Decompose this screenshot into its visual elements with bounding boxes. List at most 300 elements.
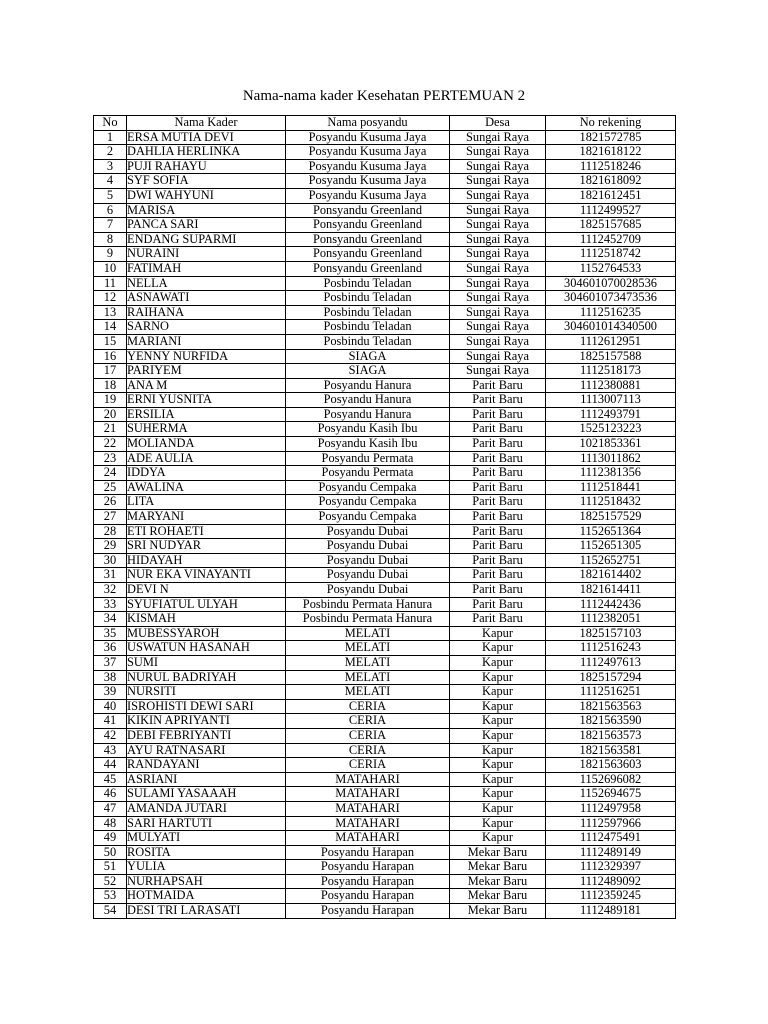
cell-no: 28 <box>94 524 127 539</box>
cell-desa: Parit Baru <box>450 553 546 568</box>
cell-nama-kader: MULYATI <box>127 831 286 846</box>
cell-nama-kader: PANCA SARI <box>127 218 286 233</box>
cell-nama-posyandu: CERIA <box>286 728 450 743</box>
cell-nama-kader: KISMAH <box>127 612 286 627</box>
cell-no: 31 <box>94 568 127 583</box>
cell-nama-kader: DEVI N <box>127 583 286 598</box>
cell-nama-kader: HIDAYAH <box>127 553 286 568</box>
table-row <box>94 437 676 452</box>
table-row <box>94 612 676 627</box>
cell-no: 10 <box>94 261 127 276</box>
cell-desa: Parit Baru <box>450 422 546 437</box>
cell-no: 44 <box>94 758 127 773</box>
cell-no-rekening: 1112489181 <box>546 904 676 919</box>
cell-no-rekening: 1821563573 <box>546 728 676 743</box>
cell-nama-posyandu: Posyandu Kusuma Jaya <box>286 145 450 160</box>
cell-nama-posyandu: MATAHARI <box>286 816 450 831</box>
cell-nama-posyandu: CERIA <box>286 743 450 758</box>
cell-nama-posyandu: Ponsyandu Greenland <box>286 247 450 262</box>
cell-no: 15 <box>94 334 127 349</box>
table-row <box>94 874 676 889</box>
cell-nama-posyandu: Posbindu Teladan <box>286 305 450 320</box>
cell-nama-kader: NUR EKA VINAYANTI <box>127 568 286 583</box>
cell-desa: Mekar Baru <box>450 845 546 860</box>
cell-no: 21 <box>94 422 127 437</box>
cell-nama-kader: USWATUN HASANAH <box>127 641 286 656</box>
cell-no-rekening: 1825157685 <box>546 218 676 233</box>
table-row <box>94 422 676 437</box>
cell-nama-kader: AMANDA JUTARI <box>127 801 286 816</box>
cell-no-rekening: 1112489092 <box>546 874 676 889</box>
cell-nama-posyandu: Posyandu Kasih Ibu <box>286 437 450 452</box>
cell-no: 36 <box>94 641 127 656</box>
table-row <box>94 524 676 539</box>
kader-table <box>93 115 676 919</box>
cell-nama-kader: ASRIANI <box>127 772 286 787</box>
cell-nama-kader: LITA <box>127 495 286 510</box>
cell-no-rekening: 1152696082 <box>546 772 676 787</box>
cell-no: 42 <box>94 728 127 743</box>
table-row <box>94 159 676 174</box>
cell-desa: Kapur <box>450 655 546 670</box>
cell-nama-kader: SUHERMA <box>127 422 286 437</box>
table-row <box>94 451 676 466</box>
cell-desa: Parit Baru <box>450 568 546 583</box>
cell-desa: Sungai Raya <box>450 247 546 262</box>
cell-no-rekening: 1112442436 <box>546 597 676 612</box>
table-row <box>94 583 676 598</box>
cell-desa: Sungai Raya <box>450 218 546 233</box>
cell-no-rekening: 1112380881 <box>546 378 676 393</box>
cell-no-rekening: 1112516235 <box>546 305 676 320</box>
cell-nama-kader: MOLIANDA <box>127 437 286 452</box>
cell-nama-posyandu: Posyandu Kusuma Jaya <box>286 174 450 189</box>
cell-desa: Parit Baru <box>450 407 546 422</box>
cell-no-rekening: 1821563563 <box>546 699 676 714</box>
cell-nama-posyandu: Posbindu Teladan <box>286 291 450 306</box>
cell-no-rekening: 1112518432 <box>546 495 676 510</box>
cell-no-rekening: 1152764533 <box>546 261 676 276</box>
cell-nama-kader: KIKIN APRIYANTI <box>127 714 286 729</box>
cell-no: 54 <box>94 904 127 919</box>
cell-nama-posyandu: Posbindu Permata Hanura <box>286 612 450 627</box>
table-row <box>94 743 676 758</box>
table-row <box>94 466 676 481</box>
cell-no: 51 <box>94 860 127 875</box>
cell-no: 24 <box>94 466 127 481</box>
table-row <box>94 203 676 218</box>
cell-desa: Parit Baru <box>450 437 546 452</box>
cell-no-rekening: 1112516243 <box>546 641 676 656</box>
cell-nama-posyandu: Posyandu Kusuma Jaya <box>286 130 450 145</box>
header-no-rekening: No rekening <box>546 116 676 131</box>
cell-nama-kader: ERNI YUSNITA <box>127 393 286 408</box>
cell-nama-kader: NURHAPSAH <box>127 874 286 889</box>
cell-no-rekening: 1525123223 <box>546 422 676 437</box>
cell-desa: Sungai Raya <box>450 334 546 349</box>
cell-no-rekening: 1821563603 <box>546 758 676 773</box>
cell-no: 27 <box>94 510 127 525</box>
cell-no-rekening: 1112518173 <box>546 364 676 379</box>
cell-nama-kader: YENNY NURFIDA <box>127 349 286 364</box>
cell-nama-posyandu: MATAHARI <box>286 787 450 802</box>
cell-nama-kader: RAIHANA <box>127 305 286 320</box>
cell-no-rekening: 1113007113 <box>546 393 676 408</box>
table-row <box>94 539 676 554</box>
cell-no-rekening: 1112518246 <box>546 159 676 174</box>
cell-desa: Mekar Baru <box>450 860 546 875</box>
cell-no: 53 <box>94 889 127 904</box>
cell-desa: Sungai Raya <box>450 188 546 203</box>
cell-desa: Kapur <box>450 641 546 656</box>
cell-no: 4 <box>94 174 127 189</box>
cell-nama-posyandu: Posyandu Kusuma Jaya <box>286 188 450 203</box>
table-row <box>94 714 676 729</box>
cell-nama-kader: SULAMI YASAAAH <box>127 787 286 802</box>
cell-nama-posyandu: CERIA <box>286 699 450 714</box>
table-row <box>94 320 676 335</box>
cell-no: 46 <box>94 787 127 802</box>
cell-desa: Sungai Raya <box>450 203 546 218</box>
table-row <box>94 831 676 846</box>
cell-nama-kader: SYUFIATUL ULYAH <box>127 597 286 612</box>
cell-no-rekening: 1112518742 <box>546 247 676 262</box>
cell-no-rekening: 1825157294 <box>546 670 676 685</box>
cell-no: 32 <box>94 583 127 598</box>
cell-no: 18 <box>94 378 127 393</box>
table-row <box>94 495 676 510</box>
cell-nama-kader: ERSA MUTIA DEVI <box>127 130 286 145</box>
cell-nama-posyandu: Posyandu Harapan <box>286 889 450 904</box>
cell-no-rekening: 1112489149 <box>546 845 676 860</box>
table-row <box>94 889 676 904</box>
document-title: Nama-nama kader Kesehatan PERTEMUAN 2 <box>242 88 526 104</box>
cell-nama-kader: FATIMAH <box>127 261 286 276</box>
cell-nama-posyandu: Posyandu Dubai <box>286 568 450 583</box>
cell-nama-posyandu: Posyandu Harapan <box>286 874 450 889</box>
cell-nama-posyandu: Posyandu Harapan <box>286 904 450 919</box>
cell-no-rekening: 1112597966 <box>546 816 676 831</box>
table-row <box>94 247 676 262</box>
table-row <box>94 860 676 875</box>
cell-nama-kader: MUBESSYAROH <box>127 626 286 641</box>
cell-nama-posyandu: MATAHARI <box>286 772 450 787</box>
cell-no: 35 <box>94 626 127 641</box>
table-row <box>94 174 676 189</box>
table-header-row <box>94 116 676 131</box>
table-row <box>94 904 676 919</box>
cell-no: 19 <box>94 393 127 408</box>
cell-nama-posyandu: Posyandu Harapan <box>286 845 450 860</box>
cell-no: 26 <box>94 495 127 510</box>
cell-no: 1 <box>94 130 127 145</box>
cell-nama-posyandu: Ponsyandu Greenland <box>286 232 450 247</box>
cell-no-rekening: 1112612951 <box>546 334 676 349</box>
cell-desa: Mekar Baru <box>450 889 546 904</box>
cell-nama-kader: ISROHISTI DEWI SARI <box>127 699 286 714</box>
cell-desa: Sungai Raya <box>450 174 546 189</box>
table-row <box>94 261 676 276</box>
cell-desa: Kapur <box>450 787 546 802</box>
table-row <box>94 685 676 700</box>
cell-nama-kader: DEBI FEBRIYANTI <box>127 728 286 743</box>
cell-nama-posyandu: MELATI <box>286 670 450 685</box>
table-row <box>94 188 676 203</box>
cell-desa: Parit Baru <box>450 480 546 495</box>
cell-nama-posyandu: Ponsyandu Greenland <box>286 203 450 218</box>
cell-no: 25 <box>94 480 127 495</box>
cell-nama-kader: AYU RATNASARI <box>127 743 286 758</box>
cell-no: 41 <box>94 714 127 729</box>
cell-no: 33 <box>94 597 127 612</box>
table-row <box>94 232 676 247</box>
cell-no: 13 <box>94 305 127 320</box>
table-row <box>94 801 676 816</box>
cell-no: 38 <box>94 670 127 685</box>
cell-nama-posyandu: MATAHARI <box>286 831 450 846</box>
cell-no: 49 <box>94 831 127 846</box>
cell-nama-posyandu: Ponsyandu Greenland <box>286 261 450 276</box>
cell-no: 9 <box>94 247 127 262</box>
cell-nama-posyandu: Posyandu Kasih Ibu <box>286 422 450 437</box>
cell-no-rekening: 1112497958 <box>546 801 676 816</box>
cell-no: 2 <box>94 145 127 160</box>
table-row <box>94 699 676 714</box>
cell-nama-posyandu: Posyandu Dubai <box>286 553 450 568</box>
cell-no-rekening: 1113011862 <box>546 451 676 466</box>
cell-no: 6 <box>94 203 127 218</box>
cell-nama-kader: DAHLIA HERLINKA <box>127 145 286 160</box>
cell-no-rekening: 1825157588 <box>546 349 676 364</box>
cell-no-rekening: 1821563590 <box>546 714 676 729</box>
cell-nama-kader: SARI HARTUTI <box>127 816 286 831</box>
cell-desa: Sungai Raya <box>450 291 546 306</box>
table-row <box>94 349 676 364</box>
cell-nama-posyandu: SIAGA <box>286 349 450 364</box>
cell-desa: Kapur <box>450 816 546 831</box>
cell-no-rekening: 1112493791 <box>546 407 676 422</box>
cell-desa: Sungai Raya <box>450 349 546 364</box>
table-row <box>94 597 676 612</box>
cell-no: 50 <box>94 845 127 860</box>
cell-nama-kader: ETI ROHAETI <box>127 524 286 539</box>
cell-nama-posyandu: MELATI <box>286 626 450 641</box>
cell-nama-kader: DWI WAHYUNI <box>127 188 286 203</box>
table-row <box>94 670 676 685</box>
cell-nama-kader: ANA M <box>127 378 286 393</box>
cell-nama-kader: NELLA <box>127 276 286 291</box>
cell-no: 8 <box>94 232 127 247</box>
cell-nama-posyandu: Posyandu Dubai <box>286 539 450 554</box>
table-row <box>94 758 676 773</box>
cell-nama-posyandu: MELATI <box>286 655 450 670</box>
cell-desa: Kapur <box>450 626 546 641</box>
cell-desa: Sungai Raya <box>450 159 546 174</box>
cell-desa: Sungai Raya <box>450 232 546 247</box>
cell-nama-kader: IDDYA <box>127 466 286 481</box>
cell-no-rekening: 1112518441 <box>546 480 676 495</box>
cell-desa: Kapur <box>450 728 546 743</box>
cell-desa: Kapur <box>450 772 546 787</box>
cell-desa: Sungai Raya <box>450 130 546 145</box>
cell-desa: Parit Baru <box>450 466 546 481</box>
table-row <box>94 291 676 306</box>
header-no: No <box>94 116 127 131</box>
table-row <box>94 568 676 583</box>
cell-no: 40 <box>94 699 127 714</box>
cell-desa: Kapur <box>450 831 546 846</box>
cell-nama-kader: AWALINA <box>127 480 286 495</box>
cell-desa: Sungai Raya <box>450 320 546 335</box>
cell-desa: Sungai Raya <box>450 276 546 291</box>
table-row <box>94 334 676 349</box>
table-row <box>94 276 676 291</box>
cell-no: 52 <box>94 874 127 889</box>
cell-nama-posyandu: CERIA <box>286 714 450 729</box>
cell-no: 37 <box>94 655 127 670</box>
cell-desa: Mekar Baru <box>450 904 546 919</box>
cell-no: 17 <box>94 364 127 379</box>
table-row <box>94 553 676 568</box>
cell-no: 11 <box>94 276 127 291</box>
cell-desa: Kapur <box>450 743 546 758</box>
cell-no: 20 <box>94 407 127 422</box>
cell-desa: Parit Baru <box>450 451 546 466</box>
cell-nama-kader: SARNO <box>127 320 286 335</box>
table-row <box>94 787 676 802</box>
header-nama-kader: Nama Kader <box>127 116 286 131</box>
cell-nama-kader: ENDANG SUPARMI <box>127 232 286 247</box>
table-row <box>94 407 676 422</box>
cell-no-rekening: 304601070028536 <box>546 276 676 291</box>
cell-no-rekening: 1021853361 <box>546 437 676 452</box>
cell-no-rekening: 1112382051 <box>546 612 676 627</box>
cell-no-rekening: 1112497613 <box>546 655 676 670</box>
cell-nama-posyandu: SIAGA <box>286 364 450 379</box>
cell-desa: Parit Baru <box>450 393 546 408</box>
table-row <box>94 816 676 831</box>
table-body <box>94 130 676 918</box>
cell-no-rekening: 304601014340500 <box>546 320 676 335</box>
cell-desa: Parit Baru <box>450 495 546 510</box>
header-nama-posyandu: Nama posyandu <box>286 116 450 131</box>
cell-nama-kader: SRI NUDYAR <box>127 539 286 554</box>
cell-nama-kader: DESI TRI LARASATI <box>127 904 286 919</box>
cell-no: 47 <box>94 801 127 816</box>
table-row <box>94 145 676 160</box>
cell-nama-posyandu: Posyandu Dubai <box>286 524 450 539</box>
cell-nama-kader: PARIYEM <box>127 364 286 379</box>
cell-no: 34 <box>94 612 127 627</box>
table-row <box>94 218 676 233</box>
cell-desa: Parit Baru <box>450 539 546 554</box>
cell-no-rekening: 1112452709 <box>546 232 676 247</box>
cell-no-rekening: 1152694675 <box>546 787 676 802</box>
cell-no-rekening: 1112475491 <box>546 831 676 846</box>
cell-no-rekening: 1821612451 <box>546 188 676 203</box>
cell-nama-kader: PUJI RAHAYU <box>127 159 286 174</box>
table-row <box>94 845 676 860</box>
table-row <box>94 655 676 670</box>
cell-nama-posyandu: Posyandu Hanura <box>286 393 450 408</box>
cell-nama-posyandu: Posbindu Teladan <box>286 320 450 335</box>
cell-no-rekening: 1821618122 <box>546 145 676 160</box>
cell-desa: Kapur <box>450 685 546 700</box>
cell-nama-posyandu: Posyandu Hanura <box>286 378 450 393</box>
table-row <box>94 130 676 145</box>
cell-nama-kader: HOTMAIDA <box>127 889 286 904</box>
cell-no: 5 <box>94 188 127 203</box>
cell-no-rekening: 1112329397 <box>546 860 676 875</box>
cell-nama-posyandu: Posyandu Kusuma Jaya <box>286 159 450 174</box>
cell-nama-posyandu: Posyandu Hanura <box>286 407 450 422</box>
cell-no: 48 <box>94 816 127 831</box>
table-row <box>94 728 676 743</box>
cell-no-rekening: 1152651364 <box>546 524 676 539</box>
cell-nama-kader: ERSILIA <box>127 407 286 422</box>
table-row <box>94 641 676 656</box>
cell-no-rekening: 1821618092 <box>546 174 676 189</box>
cell-nama-kader: NURSITI <box>127 685 286 700</box>
table-row <box>94 510 676 525</box>
cell-desa: Kapur <box>450 801 546 816</box>
cell-nama-kader: ASNAWATI <box>127 291 286 306</box>
cell-nama-posyandu: CERIA <box>286 758 450 773</box>
cell-desa: Parit Baru <box>450 510 546 525</box>
cell-desa: Mekar Baru <box>450 874 546 889</box>
cell-nama-posyandu: Posyandu Cempaka <box>286 510 450 525</box>
cell-desa: Sungai Raya <box>450 145 546 160</box>
cell-no-rekening: 1821572785 <box>546 130 676 145</box>
cell-no-rekening: 1152652751 <box>546 553 676 568</box>
cell-nama-kader: ADE AULIA <box>127 451 286 466</box>
cell-no-rekening: 1112499527 <box>546 203 676 218</box>
cell-nama-kader: MARYANI <box>127 510 286 525</box>
table-row <box>94 378 676 393</box>
cell-no: 12 <box>94 291 127 306</box>
cell-desa: Parit Baru <box>450 612 546 627</box>
cell-nama-kader: YULIA <box>127 860 286 875</box>
cell-no: 3 <box>94 159 127 174</box>
cell-no: 29 <box>94 539 127 554</box>
table-row <box>94 393 676 408</box>
cell-no: 45 <box>94 772 127 787</box>
cell-desa: Parit Baru <box>450 597 546 612</box>
cell-no-rekening: 304601073473536 <box>546 291 676 306</box>
cell-nama-posyandu: Posbindu Teladan <box>286 276 450 291</box>
cell-desa: Kapur <box>450 758 546 773</box>
cell-nama-kader: NURUL BADRIYAH <box>127 670 286 685</box>
cell-no: 23 <box>94 451 127 466</box>
cell-nama-posyandu: Posbindu Teladan <box>286 334 450 349</box>
cell-nama-kader: RANDAYANI <box>127 758 286 773</box>
cell-no-rekening: 1152651305 <box>546 539 676 554</box>
cell-no: 7 <box>94 218 127 233</box>
cell-desa: Parit Baru <box>450 583 546 598</box>
cell-nama-posyandu: Posyandu Cempaka <box>286 495 450 510</box>
cell-nama-posyandu: MELATI <box>286 641 450 656</box>
cell-nama-kader: NURAINI <box>127 247 286 262</box>
table-row <box>94 626 676 641</box>
cell-no-rekening: 1821614402 <box>546 568 676 583</box>
cell-nama-kader: SUMI <box>127 655 286 670</box>
cell-desa: Parit Baru <box>450 524 546 539</box>
cell-desa: Kapur <box>450 670 546 685</box>
table-row <box>94 364 676 379</box>
cell-nama-kader: ROSITA <box>127 845 286 860</box>
cell-nama-posyandu: Posyandu Permata <box>286 466 450 481</box>
cell-no-rekening: 1821563581 <box>546 743 676 758</box>
